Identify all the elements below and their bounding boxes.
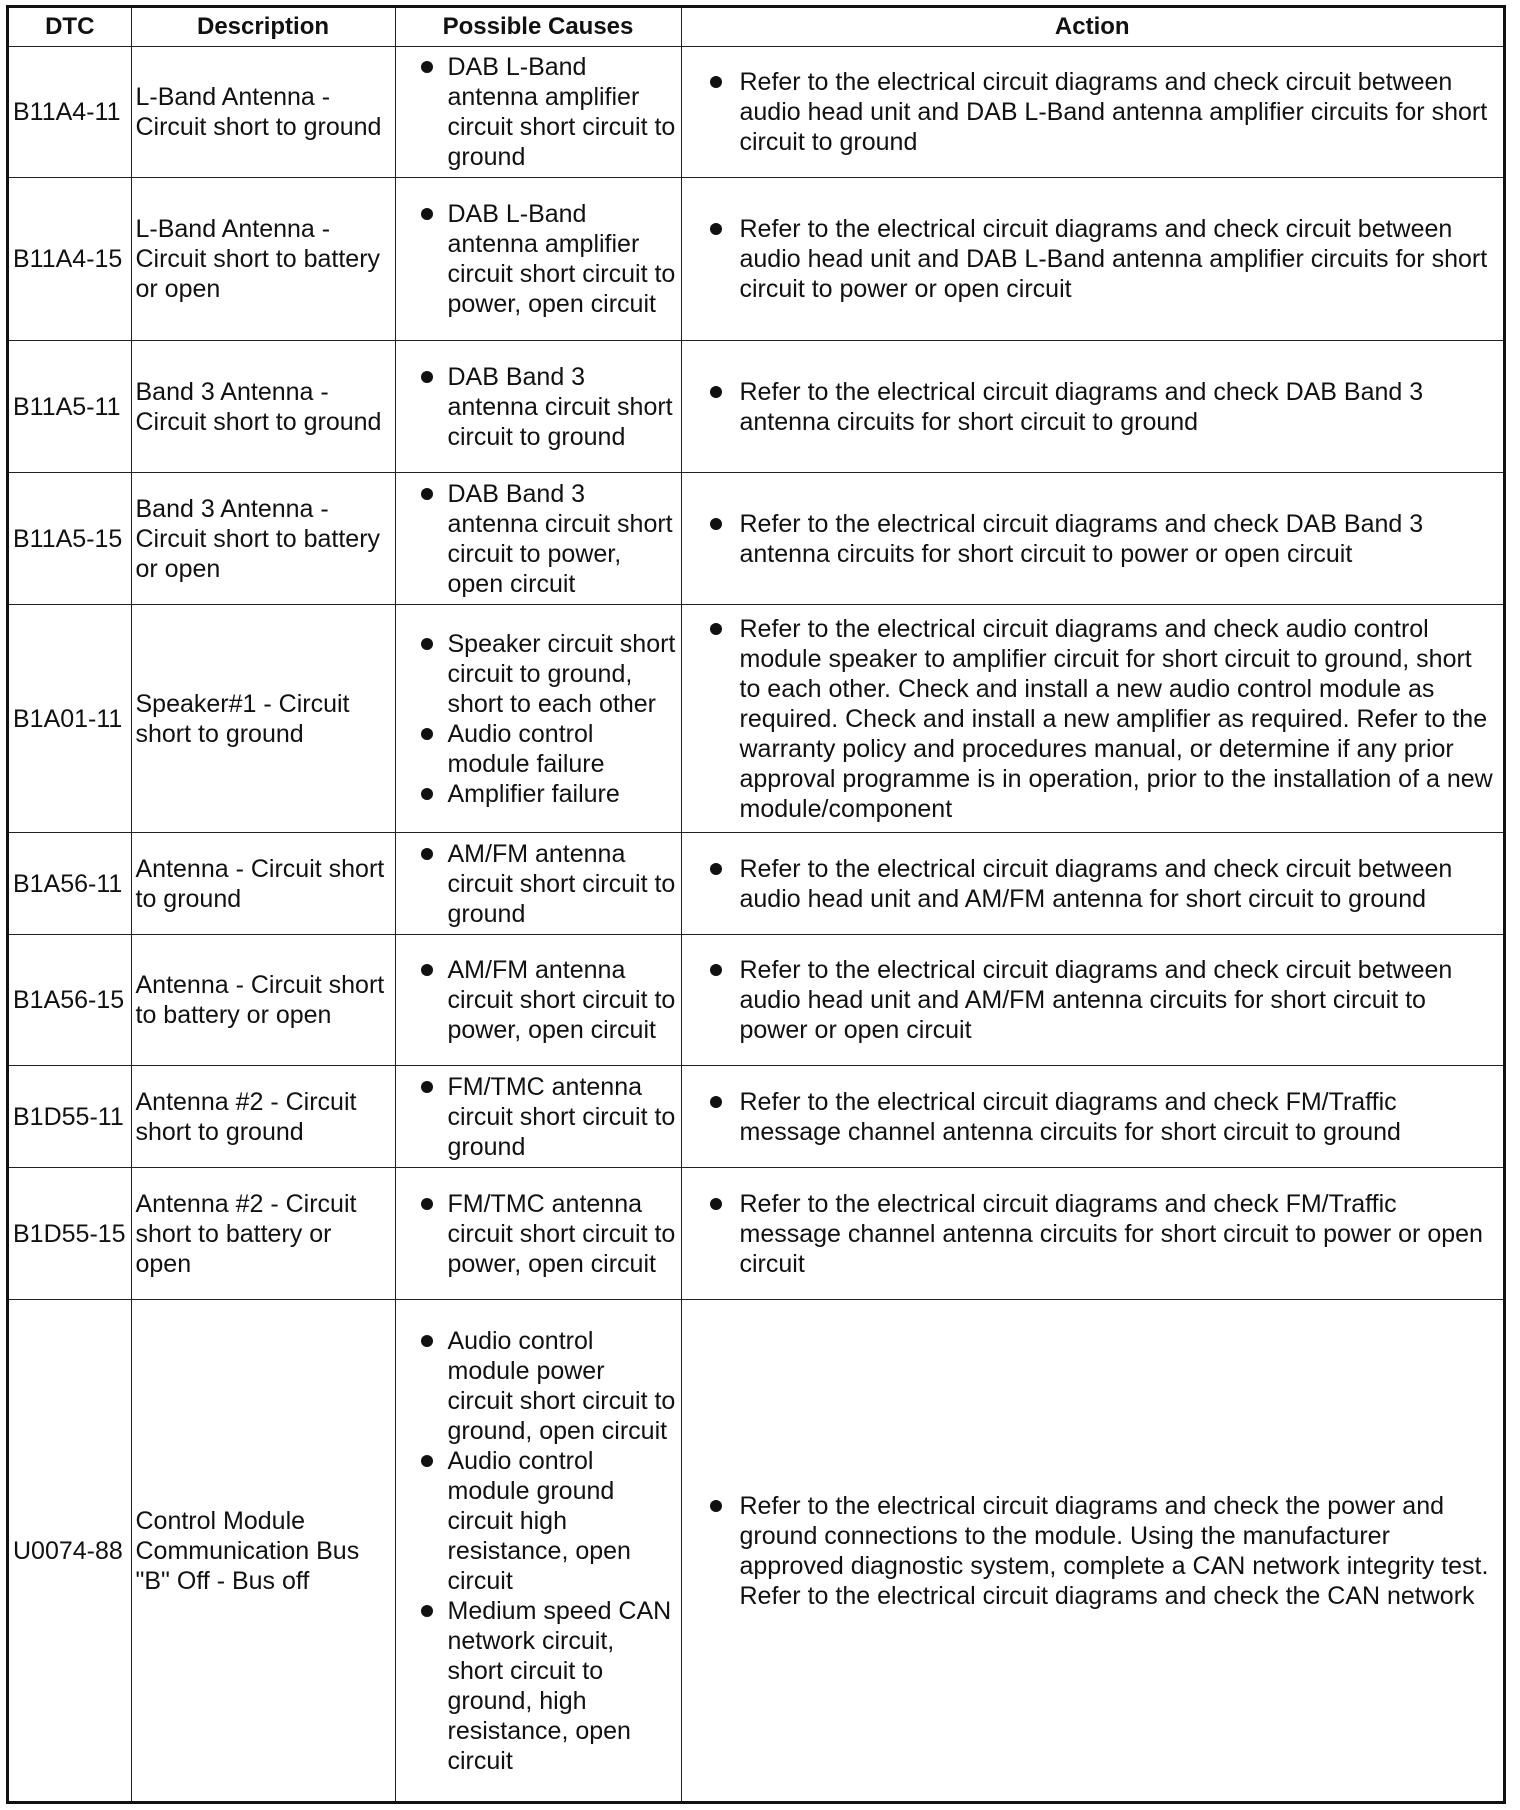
- header-description: Description: [131, 8, 395, 47]
- cause-item: Amplifier failure: [400, 779, 677, 809]
- action-item: Refer to the electrical circuit diagrams and check circuit between audio head unit and AM/FM antenna circuits for short circuit to power or open circuit: [686, 955, 1500, 1045]
- action-item: Refer to the electrical circuit diagrams and check DAB Band 3 antenna circuits for short circuit to ground: [686, 377, 1500, 437]
- header-row: [9, 8, 1503, 47]
- action-item: Refer to the electrical circuit diagrams and check circuit between audio head unit and AM/FM antenna for short circuit to ground: [686, 854, 1500, 914]
- possible-causes: [395, 605, 681, 833]
- cause-item: DAB Band 3 antenna circuit short circuit to power, open circuit: [400, 479, 677, 599]
- cause-item: AM/FM antenna circuit short circuit to power, open circuit: [400, 955, 677, 1045]
- cause-item: Medium speed CAN network circuit, short circuit to ground, high resistance, open circuit: [400, 1596, 677, 1776]
- possible-causes: [395, 935, 681, 1066]
- table-row: [9, 1168, 1503, 1300]
- table-row: [9, 605, 1503, 833]
- dtc-code: B11A4-11: [9, 47, 131, 178]
- table-row: [9, 833, 1503, 935]
- action-cell: [681, 1300, 1503, 1802]
- possible-causes: [395, 1168, 681, 1300]
- table-row: [9, 1066, 1503, 1168]
- action-cell: [681, 47, 1503, 178]
- possible-causes: [395, 341, 681, 473]
- table-row: [9, 935, 1503, 1066]
- possible-causes: [395, 47, 681, 178]
- table-row: [9, 341, 1503, 473]
- action-cell: [681, 935, 1503, 1066]
- action-cell: [681, 605, 1503, 833]
- dtc-description: Control Module Communication Bus "B" Off - Bus off: [131, 1300, 395, 1802]
- cause-item: DAB L-Band antenna amplifier circuit short circuit to power, open circuit: [400, 199, 677, 319]
- cause-item: FM/TMC antenna circuit short circuit to power, open circuit: [400, 1189, 677, 1279]
- cause-item: AM/FM antenna circuit short circuit to ground: [400, 839, 677, 929]
- header-action: Action: [681, 8, 1503, 47]
- header-dtc: DTC: [9, 8, 131, 47]
- possible-causes: [395, 833, 681, 935]
- dtc-description: L-Band Antenna - Circuit short to ground: [131, 47, 395, 178]
- cause-item: Audio control module ground circuit high resistance, open circuit: [400, 1446, 677, 1596]
- dtc-code: B1D55-15: [9, 1168, 131, 1300]
- dtc-code: B11A4-15: [9, 178, 131, 341]
- dtc-code: B1A01-11: [9, 605, 131, 833]
- header-possible-causes: Possible Causes: [395, 8, 681, 47]
- dtc-description: Band 3 Antenna - Circuit short to battery or open: [131, 473, 395, 605]
- dtc-description: Antenna - Circuit short to battery or open: [131, 935, 395, 1066]
- action-cell: [681, 1168, 1503, 1300]
- dtc-description: Speaker#1 - Circuit short to ground: [131, 605, 395, 833]
- action-cell: [681, 1066, 1503, 1168]
- dtc-code: B1A56-11: [9, 833, 131, 935]
- dtc-code: B1D55-11: [9, 1066, 131, 1168]
- table-row: [9, 47, 1503, 178]
- dtc-table-page: [6, 5, 1506, 1804]
- action-item: Refer to the electrical circuit diagrams and check DAB Band 3 antenna circuits for short circuit to power or open circuit: [686, 509, 1500, 569]
- cause-item: Audio control module power circuit short circuit to ground, open circuit: [400, 1326, 677, 1446]
- dtc-description: Band 3 Antenna - Circuit short to ground: [131, 341, 395, 473]
- possible-causes: [395, 178, 681, 341]
- dtc-code: U0074-88: [9, 1300, 131, 1802]
- possible-causes: [395, 1066, 681, 1168]
- dtc-table: [9, 8, 1503, 1801]
- dtc-description: Antenna #2 - Circuit short to battery or open: [131, 1168, 395, 1300]
- action-item: Refer to the electrical circuit diagrams and check the power and ground connections to the module. Using the manufacturer approved diagnostic system, complete a CAN network integrity test. Refer to the electrical circuit diagrams and check the CAN network: [686, 1491, 1500, 1611]
- action-cell: [681, 178, 1503, 341]
- dtc-description: L-Band Antenna - Circuit short to battery or open: [131, 178, 395, 341]
- cause-item: FM/TMC antenna circuit short circuit to ground: [400, 1072, 677, 1162]
- cause-item: Audio control module failure: [400, 719, 677, 779]
- cause-item: DAB L-Band antenna amplifier circuit short circuit to ground: [400, 52, 677, 172]
- action-cell: [681, 473, 1503, 605]
- dtc-code: B11A5-15: [9, 473, 131, 605]
- dtc-code: B11A5-11: [9, 341, 131, 473]
- action-item: Refer to the electrical circuit diagrams and check FM/Traffic message channel antenna circuits for short circuit to ground: [686, 1087, 1500, 1147]
- table-row: [9, 1300, 1503, 1802]
- cause-item: DAB Band 3 antenna circuit short circuit to ground: [400, 362, 677, 452]
- action-item: Refer to the electrical circuit diagrams and check circuit between audio head unit and DAB L-Band antenna amplifier circuits for short circuit to power or open circuit: [686, 214, 1500, 304]
- possible-causes: [395, 473, 681, 605]
- table-row: [9, 473, 1503, 605]
- dtc-code: B1A56-15: [9, 935, 131, 1066]
- table-row: [9, 178, 1503, 341]
- possible-causes: [395, 1300, 681, 1802]
- action-cell: [681, 833, 1503, 935]
- dtc-description: Antenna - Circuit short to ground: [131, 833, 395, 935]
- action-item: Refer to the electrical circuit diagrams and check audio control module speaker to amplifier circuit for short circuit to ground, short to each other. Check and install a new audio control module as required. Check and install a new amplifier as required. Refer to the warranty policy and procedures manual, or determine if any prior approval programme is in operation, prior to the installation of a new module/component: [686, 614, 1500, 824]
- action-item: Refer to the electrical circuit diagrams and check FM/Traffic message channel antenna circuits for short circuit to power or open circuit: [686, 1189, 1500, 1279]
- cause-item: Speaker circuit short circuit to ground, short to each other: [400, 629, 677, 719]
- action-cell: [681, 341, 1503, 473]
- dtc-description: Antenna #2 - Circuit short to ground: [131, 1066, 395, 1168]
- action-item: Refer to the electrical circuit diagrams and check circuit between audio head unit and DAB L-Band antenna amplifier circuits for short circuit to ground: [686, 67, 1500, 157]
